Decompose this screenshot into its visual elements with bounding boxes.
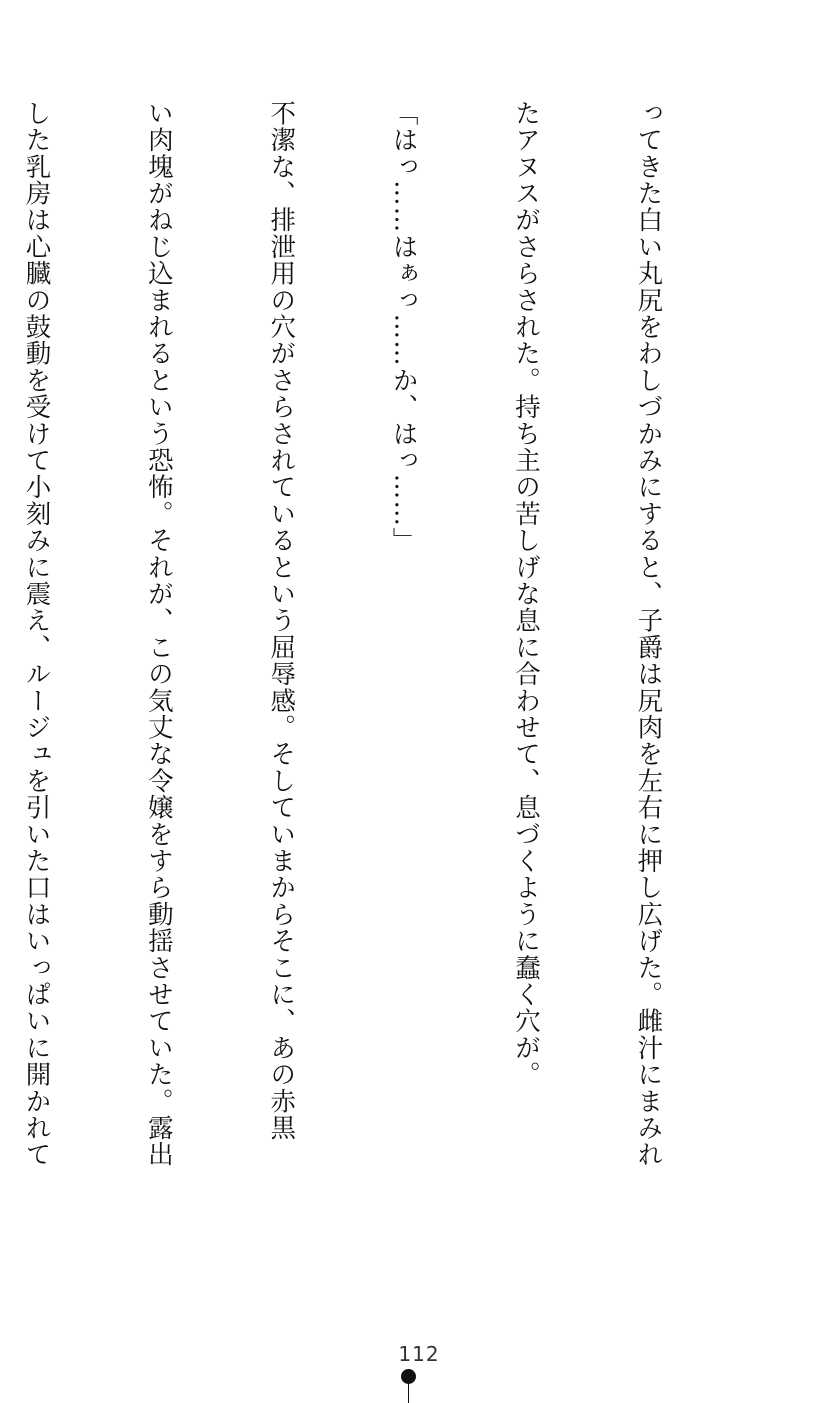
text-column-1: ってきた白い丸尻をわしづかみにすると、子爵は尻肉を左右に押し広げた。雌汁にまみれ xyxy=(633,100,664,1168)
text-column-4: 不潔な、排泄用の穴がさらされているという屈辱感。そしていまからそこに、あの赤黒 xyxy=(266,100,297,1142)
text-column-5: い肉塊がねじ込まれるという恐怖。それが、この気丈な令嬢をすら動揺させていた。露出 xyxy=(143,100,174,1168)
text-column-3: 「はっ……はぁっ……か、はっ……」 xyxy=(388,100,419,554)
text-column-6: した乳房は心臓の鼓動を受けて小刻みに震え、ルージュを引いた口はいっぱいに開かれて xyxy=(21,100,52,1168)
page-number: 112 xyxy=(398,1342,440,1366)
text-column-2: たアヌスがさらされた。持ち主の苦しげな息に合わせて、息づくように蠢く穴が。 xyxy=(511,100,542,1088)
novel-body-text xyxy=(0,100,750,1168)
page-marker-dot xyxy=(401,1369,416,1384)
